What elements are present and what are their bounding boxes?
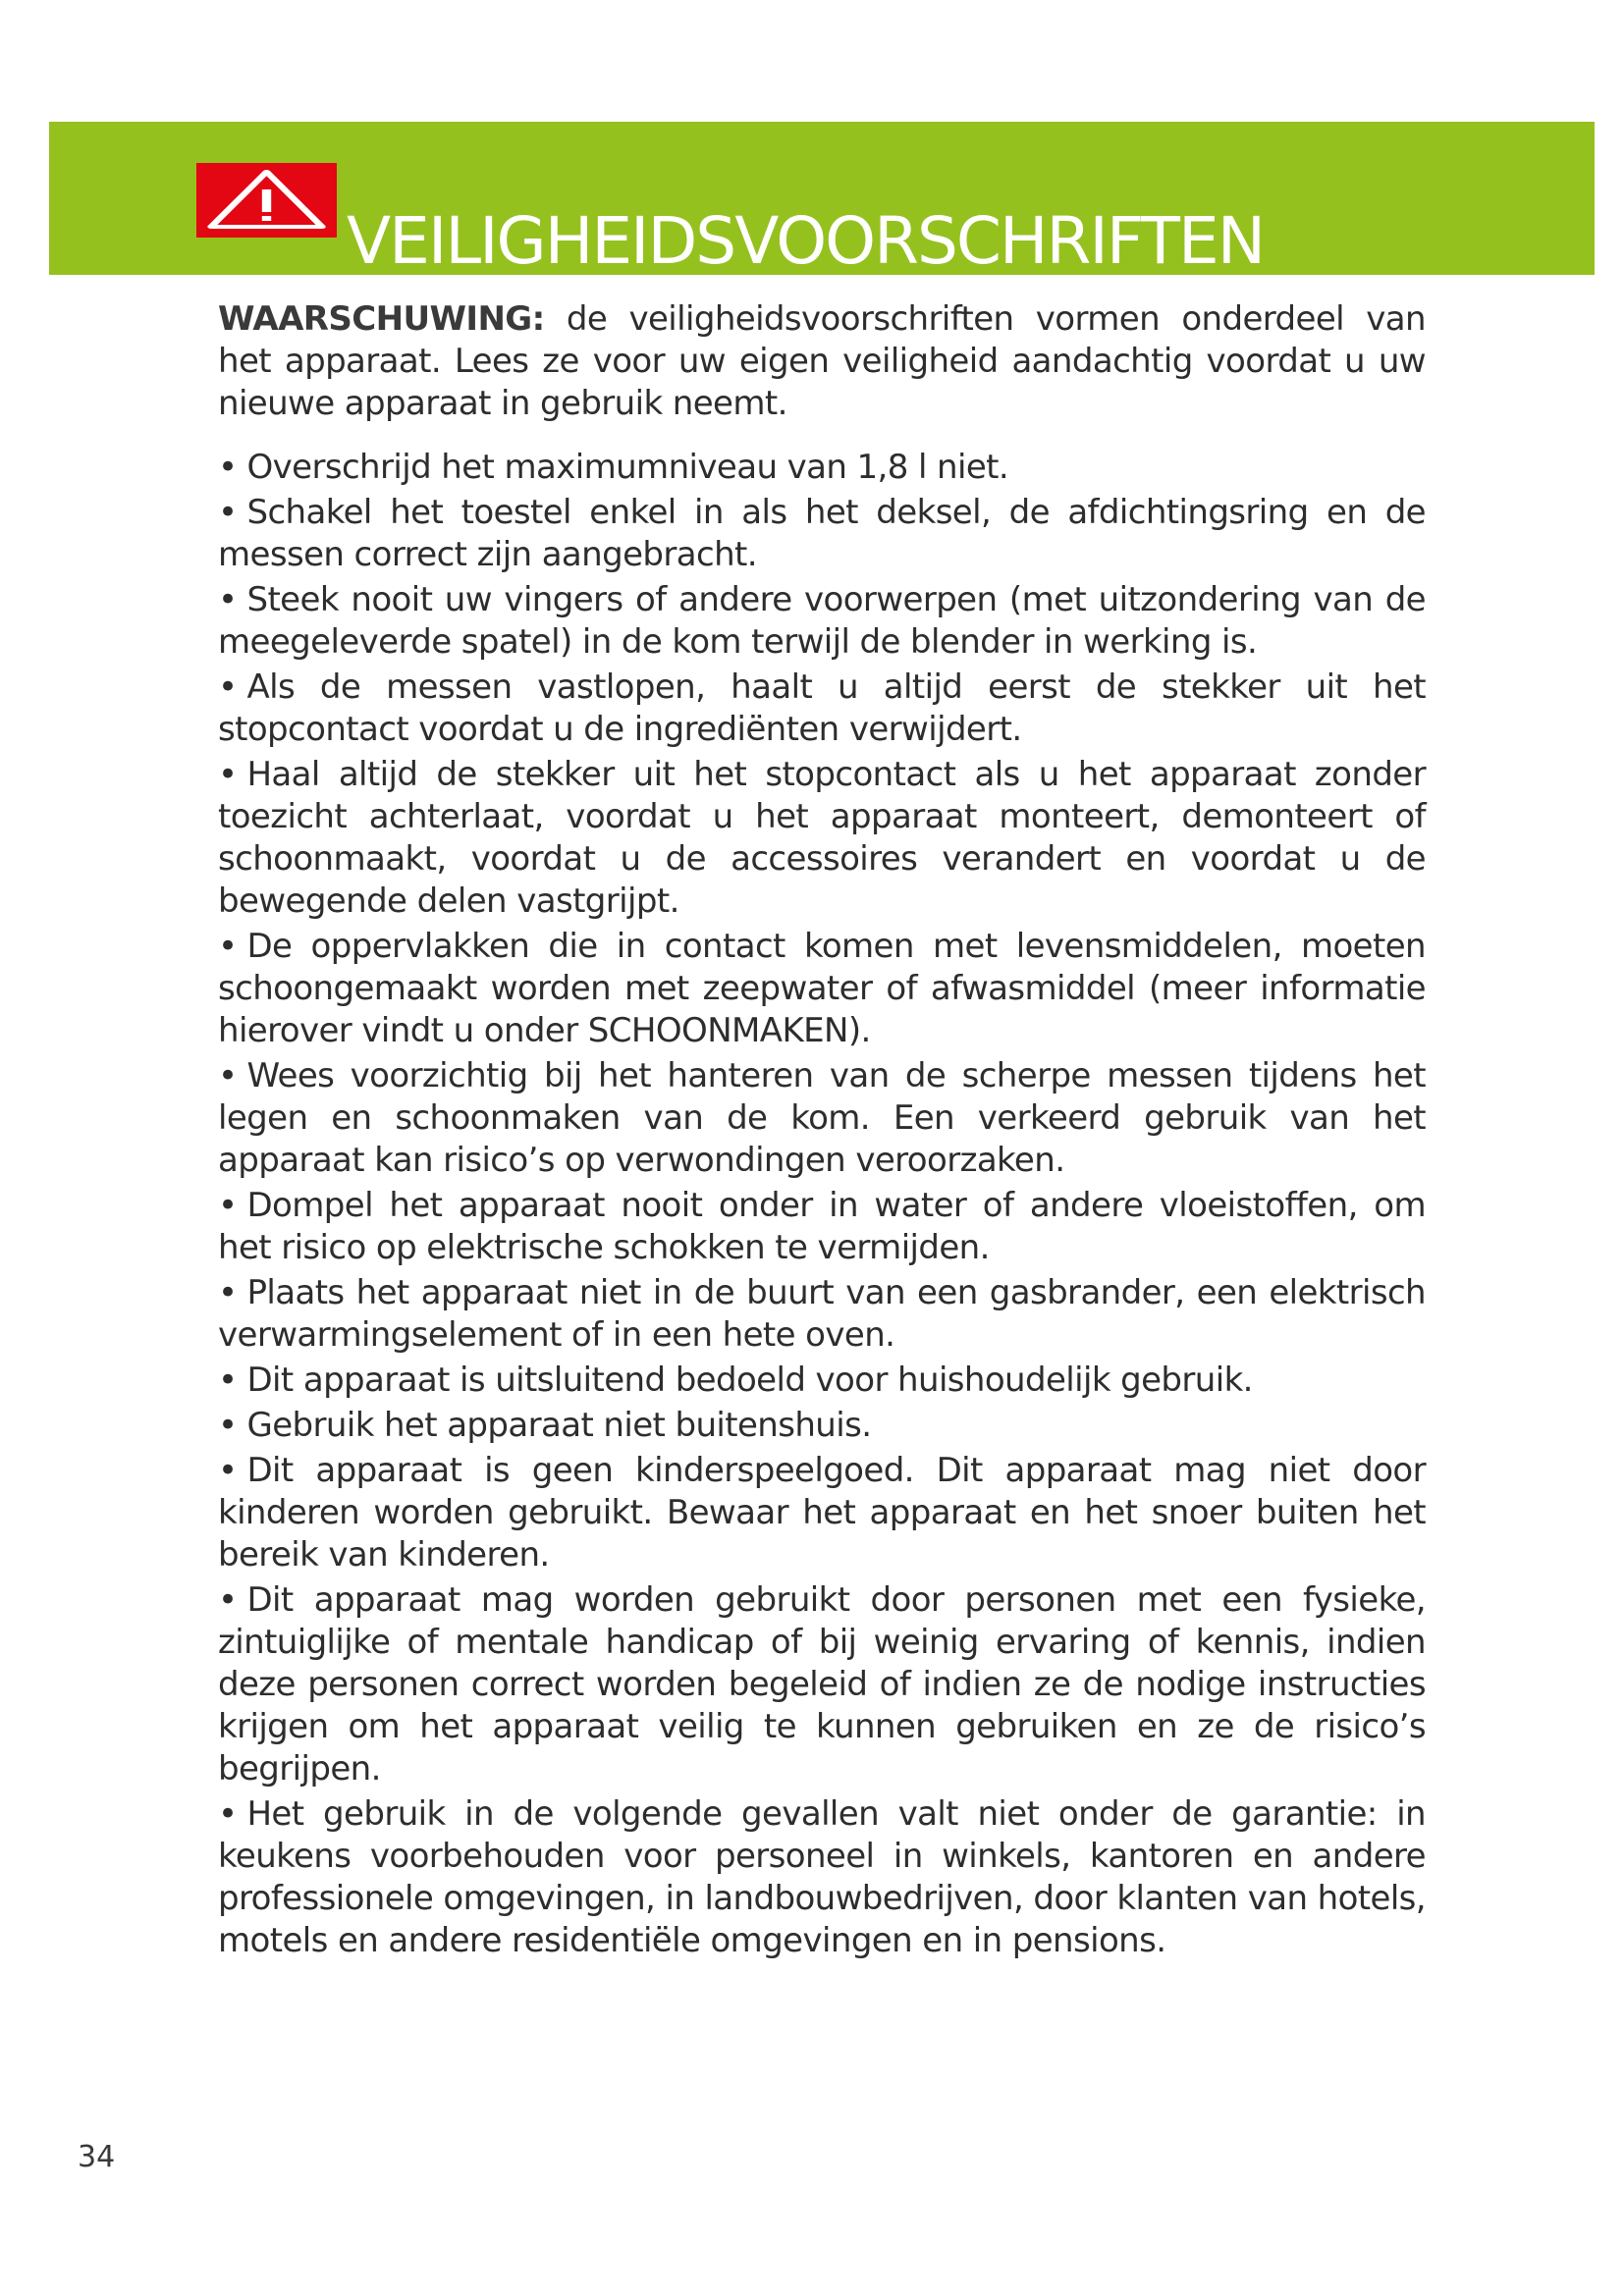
list-item-text: Gebruik het apparaat niet buitenshuis. — [246, 1406, 872, 1445]
list-item — [218, 926, 1426, 1052]
bullet-mark: • — [218, 448, 238, 487]
list-item — [218, 1055, 1426, 1182]
list-item-text: Wees voorzichtig bij het hanteren van de scherpe messen tijdens het legen en schoonmaken van de kom. Een verkeerd gebruik van het apparaat kan risico’s op verwondingen veroorzaken. — [218, 1056, 1426, 1180]
safety-list — [218, 447, 1426, 1962]
list-item — [218, 447, 1426, 489]
list-item-text: Schakel het toestel enkel in als het deksel, de afdichtingsring en de messen correct zijn aangebracht. — [218, 493, 1426, 574]
bullet-mark: • — [218, 493, 238, 532]
list-item-text: Dompel het apparaat nooit onder in water of andere vloeistoffen, om het risico op elektrische schokken te vermijden. — [218, 1186, 1426, 1267]
bullet-mark: • — [218, 1406, 238, 1445]
warning-text: de veiligheidsvoorschriften vormen onderdeel van het apparaat. Lees ze voor uw eigen veiligheid aandachtig voordat u uw nieuwe apparaat in gebruik neemt. — [218, 299, 1426, 423]
warning-triangle-icon — [196, 163, 337, 238]
list-item — [218, 667, 1426, 751]
list-item — [218, 1579, 1426, 1790]
list-item — [218, 754, 1426, 923]
bullet-mark: • — [218, 1056, 238, 1095]
list-item — [218, 1360, 1426, 1402]
list-item-text: Steek nooit uw vingers of andere voorwerpen (met uitzondering van de meegeleverde spatel) in de kom terwijl de blender in werking is. — [218, 580, 1426, 662]
list-item-text: Dit apparaat mag worden gebruikt door personen met een fysieke, zintuiglijke of mentale handicap of bij weinig ervaring of kennis, indien deze personen correct worden begeleid of indien ze de nodige instructies krijgen om het apparaat veilig te kunnen gebruiken en ze de risico’s begrijpen. — [218, 1580, 1426, 1789]
bullet-mark: • — [218, 580, 238, 619]
list-item-text: Overschrijd het maximumniveau van 1,8 l niet. — [246, 448, 1009, 487]
bullet-mark: • — [218, 1580, 238, 1620]
list-item — [218, 1405, 1426, 1447]
list-item-text: Als de messen vastlopen, haalt u altijd eerst de stekker uit het stopcontact voordat u de ingrediënten verwijdert. — [218, 667, 1426, 749]
safety-content — [218, 298, 1426, 1965]
list-item-text: De oppervlakken die in contact komen met levensmiddelen, moeten schoongemaakt worden met zeepwater of afwasmiddel (meer informatie hierover vindt u onder SCHOONMAKEN). — [218, 927, 1426, 1050]
bullet-mark: • — [218, 1273, 238, 1312]
bullet-mark: • — [218, 1451, 238, 1490]
list-item — [218, 579, 1426, 664]
header-bar — [49, 122, 1595, 280]
bullet-mark: • — [218, 667, 238, 707]
bullet-mark: • — [218, 1794, 238, 1834]
list-item — [218, 1185, 1426, 1269]
list-item — [218, 1272, 1426, 1357]
page-title: VEILIGHEIDSVOORSCHRIFTEN — [347, 203, 1265, 280]
bullet-mark: • — [218, 755, 238, 794]
page-number: 34 — [78, 2140, 116, 2174]
list-item — [218, 492, 1426, 576]
bullet-mark: • — [218, 1361, 238, 1400]
list-item-text: Plaats het apparaat niet in de buurt van een gasbrander, een elektrisch verwarmingselement of in een hete oven. — [218, 1273, 1426, 1355]
warning-paragraph — [218, 298, 1426, 425]
list-item-text: Haal altijd de stekker uit het stopcontact als u het apparaat zonder toezicht achterlaat, voordat u het apparaat monteert, demonteert of schoonmaakt, voordat u de accessoires verandert en voordat u de bewegende delen vastgrijpt. — [218, 755, 1426, 921]
list-item-text: Dit apparaat is uitsluitend bedoeld voor huishoudelijk gebruik. — [246, 1361, 1253, 1400]
list-item-text: Het gebruik in de volgende gevallen valt niet onder de garantie: in keukens voorbehouden voor personeel in winkels, kantoren en andere professionele omgevingen, in landbouwbedrijven, door klanten van hotels, motels en andere residentiële omgevingen en in pensions. — [218, 1794, 1426, 1960]
bullet-mark: • — [218, 927, 238, 966]
list-item — [218, 1793, 1426, 1962]
warning-label: WAARSCHUWING: — [218, 299, 545, 339]
bullet-mark: • — [218, 1186, 238, 1225]
list-item-text: Dit apparaat is geen kinderspeelgoed. Dit apparaat mag niet door kinderen worden gebruikt. Bewaar het apparaat en het snoer buiten het bereik van kinderen. — [218, 1451, 1426, 1575]
list-item — [218, 1450, 1426, 1576]
